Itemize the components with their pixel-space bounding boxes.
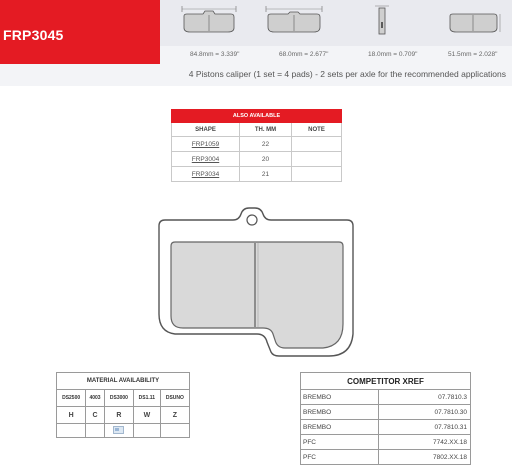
material-icon-cell: [134, 424, 161, 438]
material-code: W: [134, 407, 161, 424]
thickness-cell: 20: [240, 152, 292, 167]
brand-cell: BREMBO: [301, 390, 379, 405]
table-row: [301, 420, 471, 435]
table-row: [301, 405, 471, 420]
dimension-depth: 51.5mm = 2.028": [448, 51, 498, 58]
dimension-thickness: 18.0mm = 0.709": [368, 51, 418, 58]
shape-link[interactable]: FRP3004: [172, 152, 240, 167]
column-header-shape: SHAPE: [172, 123, 240, 137]
caliper-note: 4 Pistons caliper (1 set = 4 pads) - 2 sets per axle for the recommended applications: [188, 69, 506, 79]
reference-cell: 07.7810.31: [379, 420, 471, 435]
material-icon-cell: [57, 424, 86, 438]
material-column-header: DSUNO: [160, 390, 189, 407]
table-row: [301, 390, 471, 405]
material-code: R: [104, 407, 133, 424]
product-code: FRP3045: [3, 27, 64, 43]
material-column-header: DS3000: [104, 390, 133, 407]
reference-cell: 07.7810.3: [379, 390, 471, 405]
thickness-cell: 22: [240, 137, 292, 152]
pad-thumbnails-bar: [160, 0, 512, 46]
dimensions-bar: [160, 46, 512, 64]
table-row: [301, 435, 471, 450]
material-availability-table: [56, 372, 190, 438]
material-column-header: DS1.11: [134, 390, 161, 407]
note-cell: [292, 137, 342, 152]
competitor-xref-caption: COMPETITOR XREF: [301, 373, 471, 390]
pad-front-thumbnail: [180, 4, 238, 34]
brand-cell: BREMBO: [301, 420, 379, 435]
brake-pad-drawing: [153, 206, 359, 358]
material-icon-cell: [160, 424, 189, 438]
product-header: [0, 0, 160, 64]
thickness-cell: 21: [240, 167, 292, 182]
note-cell: [292, 167, 342, 182]
brand-cell: PFC: [301, 435, 379, 450]
material-availability-caption: MATERIAL AVAILABILITY: [57, 373, 190, 390]
dimension-height: 68.0mm = 2.677": [279, 51, 329, 58]
shape-link[interactable]: FRP3034: [172, 167, 240, 182]
pad-thickness-thumbnail: [372, 4, 392, 38]
material-code: H: [57, 407, 86, 424]
pad-side-thumbnail: [264, 4, 324, 34]
brand-cell: PFC: [301, 450, 379, 465]
material-code: C: [86, 407, 105, 424]
flag-icon[interactable]: [113, 426, 124, 434]
reference-cell: 07.7810.30: [379, 405, 471, 420]
also-available-caption: ALSO AVAILABLE: [172, 110, 342, 123]
also-available-table: [171, 109, 342, 182]
pad-back-thumbnail: [446, 4, 504, 34]
caliper-note-bar: [0, 64, 512, 86]
table-row: [301, 450, 471, 465]
material-column-header: 4003: [86, 390, 105, 407]
material-icon-cell: [86, 424, 105, 438]
material-column-header: DS2500: [57, 390, 86, 407]
material-icon-cell: [104, 424, 133, 438]
table-row: [172, 167, 342, 182]
note-cell: [292, 152, 342, 167]
table-row: [172, 152, 342, 167]
column-header-thickness: TH. MM: [240, 123, 292, 137]
reference-cell: 7802.XX.18: [379, 450, 471, 465]
competitor-xref-table: [300, 372, 471, 465]
dimension-width: 84.8mm = 3.339": [190, 51, 240, 58]
column-header-note: NOTE: [292, 123, 342, 137]
material-code: Z: [160, 407, 189, 424]
brand-cell: BREMBO: [301, 405, 379, 420]
shape-link[interactable]: FRP1059: [172, 137, 240, 152]
reference-cell: 7742.XX.18: [379, 435, 471, 450]
table-row: [172, 137, 342, 152]
